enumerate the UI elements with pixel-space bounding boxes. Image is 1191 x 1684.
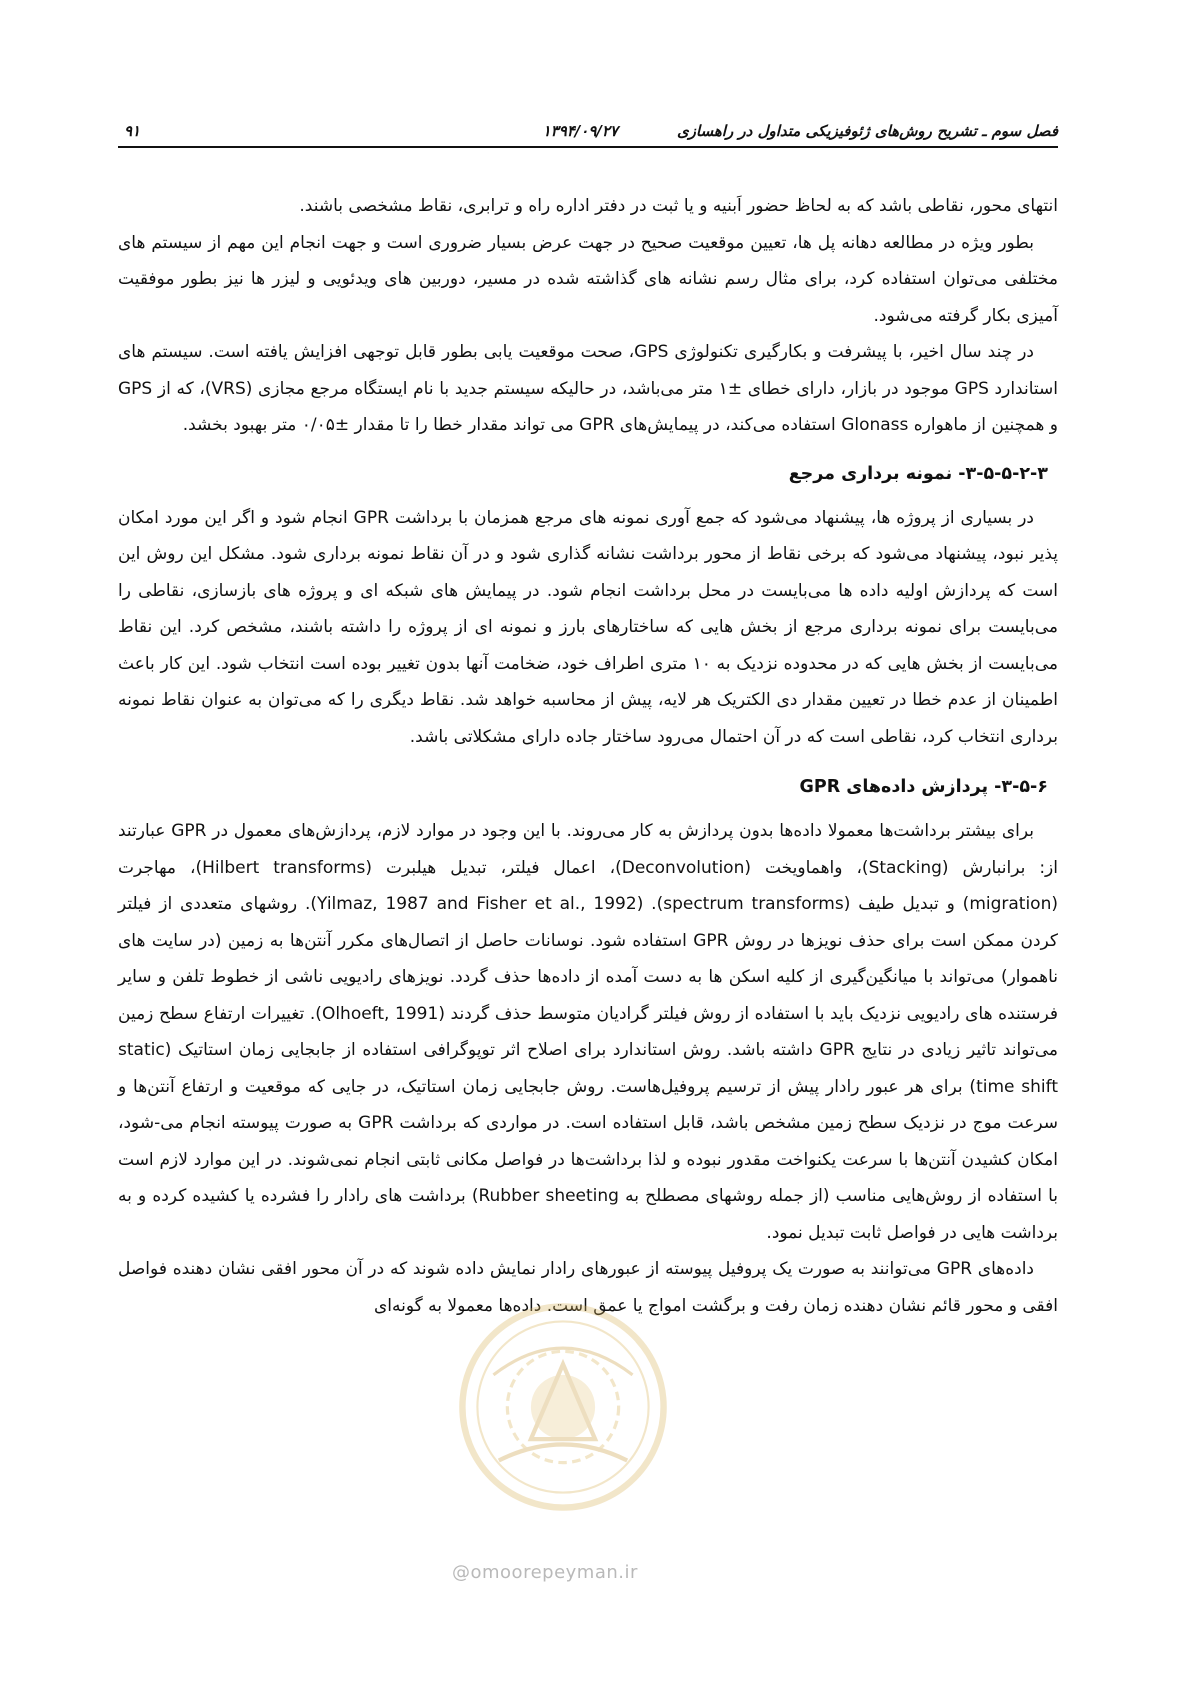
- section-heading: ۳-۵-۵-۲-۳- نمونه برداری مرجع: [788, 463, 1048, 484]
- paragraph: بطور ویژه در مطالعه دهانه پل ها، تعیین موقعیت صحیح در جهت عرض بسیار ضروری است و جهت انجام این مهم از سیستم های مختلفی می‌توان استفاده کرد، برای مثال رسم نشانه های گذاشته شده در مسیر، دوربین های ویدئویی و لیزر ها نیز بطور موفقیت آمیزی بکار گرفته می‌شود.: [118, 232, 1058, 326]
- paragraph: در چند سال اخیر، با پیشرفت و بکارگیری تکنولوژی GPS، صحت موقعیت یابی بطور قابل توجهی افزایش یافته است. سیستم های استاندارد GPS موجود در بازار، دارای خطای ±۱ متر می‌باشد، در حالیکه سیستم جدید با نام ایستگاه مرجع مجازی (VRS)، که از GPS و همچنین از ماهواره Glonass استفاده می‌کند، در پیمایش‌های GPR می تواند مقدار خطا را تا مقدار ±۰/۰۵ متر بهبود بخشد.: [118, 342, 1058, 435]
- paragraph: داده‌های GPR می‌توانند به صورت یک پروفیل پیوسته از عبورهای رادار نمایش داده شوند که در آن محور افقی نشان دهنده فواصل افقی و محور قائم نشان دهنده زمان رفت و برگشت امواج یا عمق است. داده‌ها معمولا به گونه‌ای: [118, 1259, 1058, 1316]
- running-header: [118, 120, 1058, 148]
- paragraph: برای بیشتر برداشت‌ها معمولا داده‌ها بدون پردازش به کار می‌روند. با این وجود در موارد لازم، پردازش‌های معمول در GPR عبارتند از: برانبارش (Stacking)، واهماویخت (Deconvolution)، اعمال فیلتر، تبدیل هیلبرت (Hilbert transforms)، مهاجرت (migration) و تبدیل طیف (spectrum transforms). (Yilmaz, 1987 and Fisher et al., 1992). روشهای متعددی از فیلتر کردن ممکن است برای حذف نویزها در روش GPR استفاده شود. نوسانات حاصل از اتصال‌های مکرر آنتن‌ها به زمین (در سایت های ناهموار) می‌تواند با میانگین‌گیری از کلیه اسکن ها به دست آمده از داده‌ها حذف گردد. نویزهای رادیویی ناشی از خطوط تلفن و سایر فرستنده های رادیویی نزدیک باید با استفاده از روش فیلتر گرادیان متوسط حذف گردند (Olhoeft, 1991). تغییرات ارتفاع سطح زمین می‌تواند تاثیر زیادی در نتایج GPR داشته باشد. روش استاندارد برای اصلاح اثر توپوگرافی استفاده از جابجایی زمان استاتیک (static time shift) برای هر عبور رادار پیش از ترسیم پروفیل‌هاست. روش جابجایی زمان استاتیک، در جایی که موقعیت و ارتفاع آنتن‌ها و سرعت موج در نزدیک سطح زمین مشخص باشد، قابل استفاده است. در مواردی که برداشت GPR به صورت پیوسته انجام می-شود، امکان کشیدن آنتن‌ها با سرعت یکنواخت مقدور نبوده و لذا برداشت‌ها در فواصل مکانی ثابتی انجام نمی‌شوند. در این موارد لازم است با استفاده از روش‌هایی مناسب (از جمله روشهای مصطلح به Rubber sheeting) برداشت های رادار را فشرده یا کشیده کرده و به برداشت هایی در فواصل ثابت تبدیل نمود.: [118, 821, 1059, 1243]
- body-text: [118, 188, 1058, 1324]
- watermark-seal-icon: [456, 1300, 670, 1514]
- section-heading: ۳-۵-۶- پردازش داده‌های GPR: [799, 777, 1048, 797]
- paragraph: انتهای محور، نقاطی باشد که به لحاظ حضور اَبنیه و یا ثبت در دفتر اداره راه و ترابری، نقاط مشخصی باشند.: [299, 196, 1058, 216]
- chapter-title: فصل سوم ـ تشریح روش‌های ژئوفیزیکی متداول در راهسازی: [676, 122, 1058, 140]
- document-page: [118, 120, 1058, 1324]
- footer-website: @omoorepeyman.ir: [452, 1562, 638, 1583]
- page-number: ۹۱: [124, 122, 141, 140]
- header-date: ۱۳۹۴/۰۹/۲۷: [542, 122, 618, 140]
- paragraph: در بسیاری از پروژه ها، پیشنهاد می‌شود که جمع آوری نمونه های مرجع همزمان با برداشت GPR انجام شود و اگر این مورد امکان پذیر نبود، پیشنهاد می‌شود که برخی نقاط از محور برداشت نشانه گذاری شود و در آن نقاط نمونه برداری شود. مشکل این روش این است که پردازش اولیه داده ها می‌بایست در محل برداشت انجام شود. در پیمایش های شبکه ای و پروژه های بازسازی، نقاطی را می‌بایست برای نمونه برداری مرجع از بخش هایی که ساختارهای بارز و نمونه ای از پروژه را داشته باشند، مشخص کرد. این نقاط می‌بایست از بخش هایی که در محدوده نزدیک به ۱۰ متری اطراف خود، ضخامت آنها بدون تغییر بوده است انتخاب شود. این کار باعث اطمینان از عدم خطا در تعیین مقدار دی الکتریک هر لایه، پیش از محاسبه خواهد شد. نقاط دیگری را که می‌توان به عنوان نقاط نمونه برداری انتخاب کرد، نقاطی است که در آن احتمال می‌رود ساختار جاده دارای مشکلاتی باشد.: [118, 507, 1058, 747]
